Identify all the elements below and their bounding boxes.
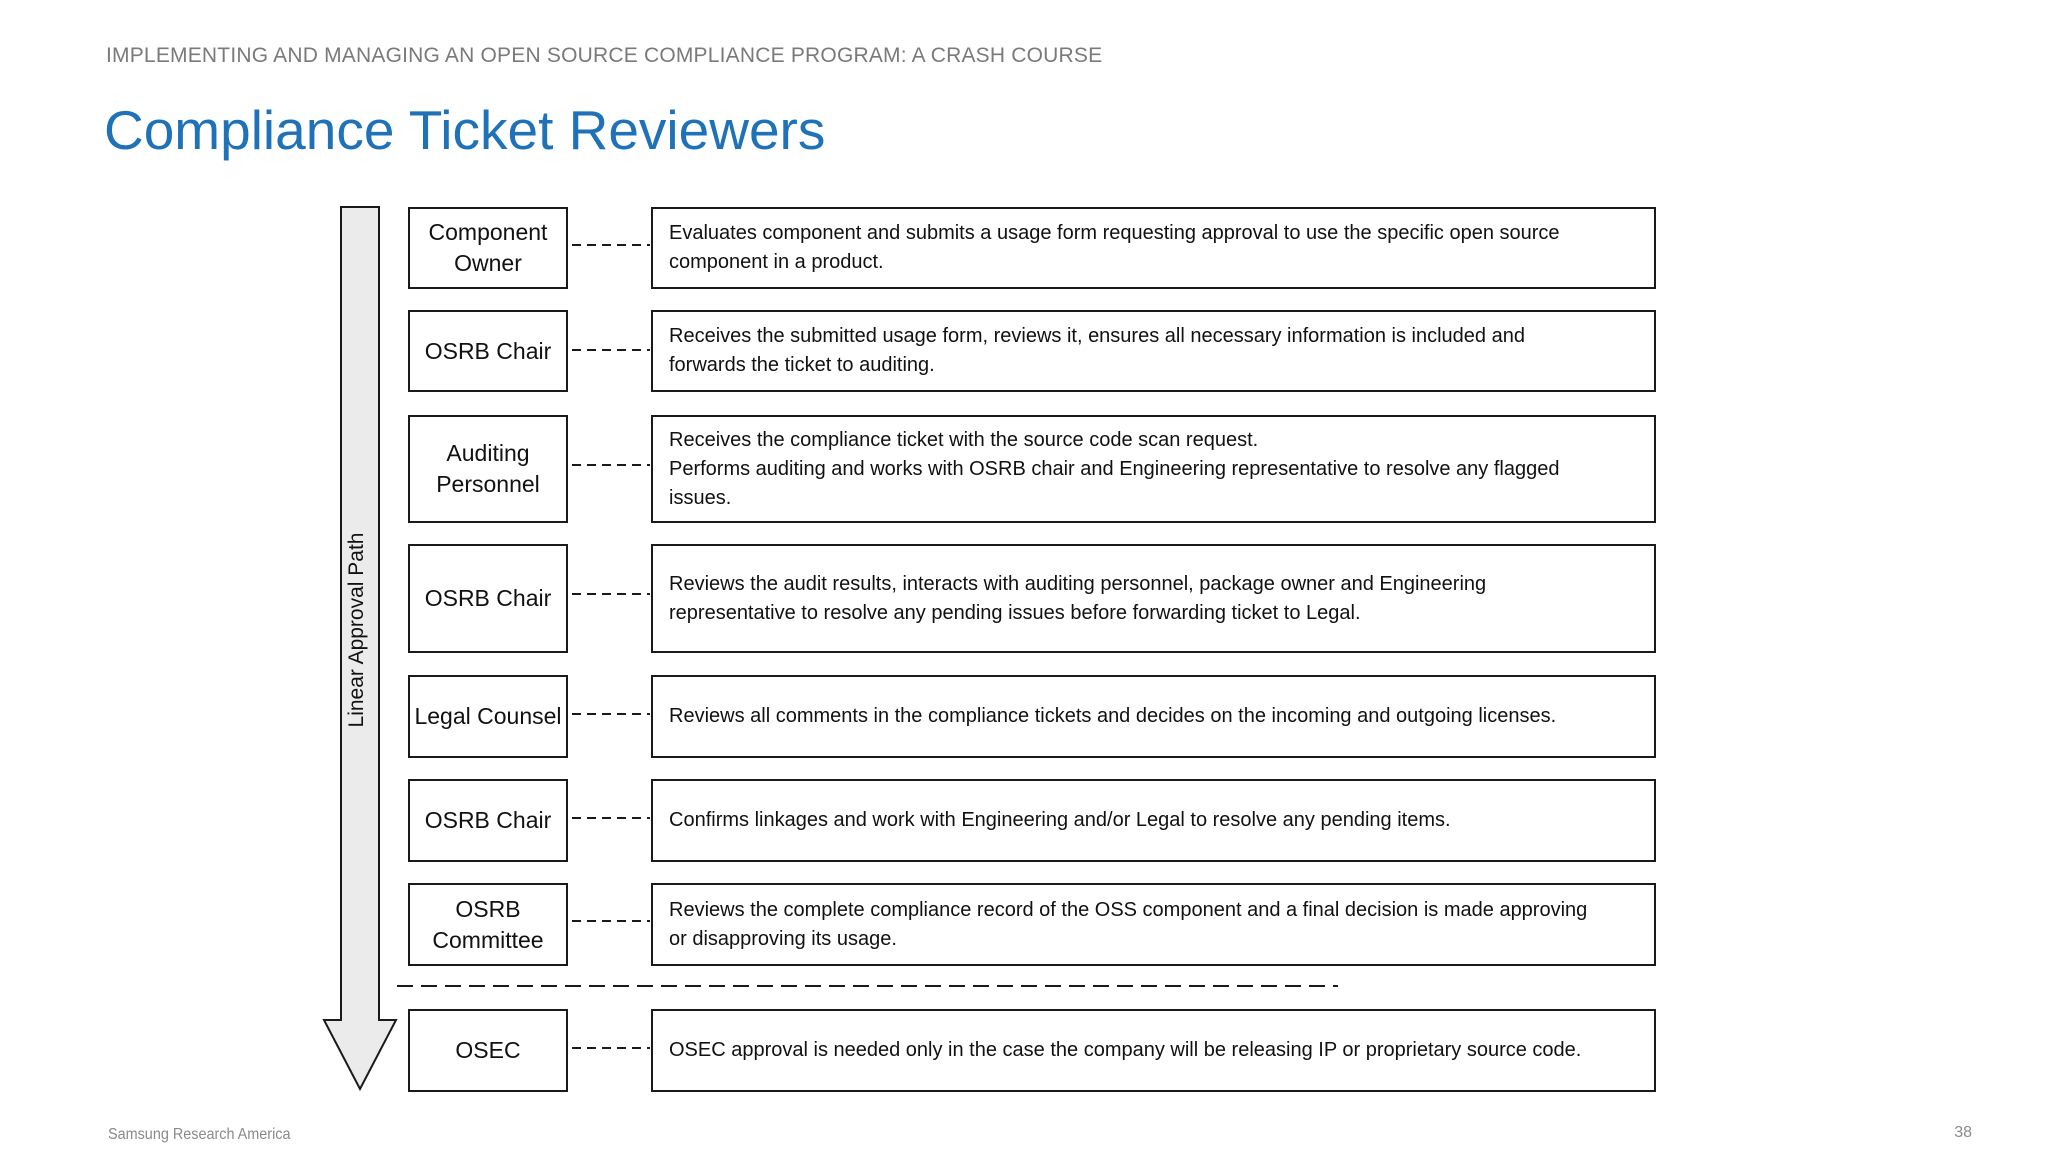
description-box: OSEC approval is needed only in the case the company will be releasing IP or proprietary source code. xyxy=(651,1009,1656,1092)
description-box: Reviews all comments in the compliance tickets and decides on the incoming and outgoing licenses. xyxy=(651,675,1656,758)
path-label: Linear Approval Path xyxy=(345,532,368,728)
description-box: Reviews the complete compliance record of the OSS component and a final decision is made approving or disapproving its usage. xyxy=(651,883,1656,966)
role-box-component-owner: Component Owner xyxy=(408,207,568,289)
page-number: 38 xyxy=(1954,1124,1972,1141)
description-box: Confirms linkages and work with Engineering and/or Legal to resolve any pending items. xyxy=(651,779,1656,862)
description-box: Evaluates component and submits a usage form requesting approval to use the specific open source component in a product. xyxy=(651,207,1656,289)
role-box-osrb-committee: OSRB Committee xyxy=(408,883,568,966)
course-header: IMPLEMENTING AND MANAGING AN OPEN SOURCE COMPLIANCE PROGRAM: A CRASH COURSE xyxy=(106,44,1103,67)
role-box-osrb-chair: OSRB Chair xyxy=(408,544,568,653)
role-box-legal-counsel: Legal Counsel xyxy=(408,675,568,758)
role-box-osrb-chair: OSRB Chair xyxy=(408,779,568,862)
role-box-osec: OSEC xyxy=(408,1009,568,1092)
description-box: Reviews the audit results, interacts with auditing personnel, package owner and Engineering representative to resolve any pending issues before forwarding ticket to Legal. xyxy=(651,544,1656,653)
description-box: Receives the submitted usage form, reviews it, ensures all necessary information is included and forwards the ticket to auditing. xyxy=(651,310,1656,392)
description-box: Receives the compliance ticket with the source code scan request. Performs auditing and works with OSRB chair and Engineering representative to resolve any flagged issues. xyxy=(651,415,1656,523)
role-box-auditing-personnel: Auditing Personnel xyxy=(408,415,568,523)
role-box-osrb-chair: OSRB Chair xyxy=(408,310,568,392)
footer-brand: Samsung Research America xyxy=(108,1126,291,1143)
slide-title: Compliance Ticket Reviewers xyxy=(104,99,826,161)
